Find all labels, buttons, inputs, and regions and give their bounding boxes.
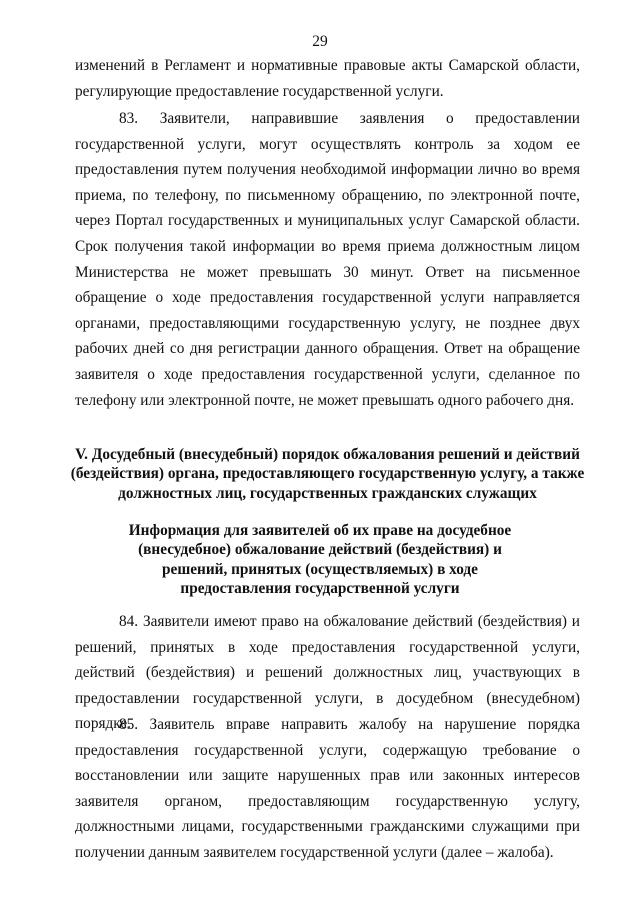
paragraph-83: 83. Заявители, направившие заявления о предоставлении государственной услуги, могут осуществлять контроль за ходом ее предоставления путем получения необходимой информации лично во время приема, по телефону, по письменному обращению, по электронной почте, через Портал государственных и муниципальных услуг Самарской области. Срок получения такой информации во время приема должностным лицом Министерства не может превышать 30 минут. Ответ на письменное обращение о ходе предоставления государственной услуги направляется органами, предоставляющими государственную услугу, не позднее двух рабочих дней со дня регистрации данного обращения. Ответ на обращение заявителя о ходе предоставления государственной услуги, сделанное по телефону или электронной почте, не может превышать одного рабочего дня. bbox=[75, 110, 580, 409]
section-v-heading: V. Досудебный (внесудебный) порядок обжалования решений и действий (бездействия) органа, предоставляющего государственную услугу, а также должностных лиц, государственных гражданских служащих bbox=[70, 446, 585, 502]
paragraph-85: 85. Заявитель вправе направить жалобу на нарушение порядка предоставления государственной услуги, содержащую требование о восстановлении или защите нарушенных прав или законных интересов заявителя органом, предоставляющим государственную услугу, должностными лицами, государственными гражданскими служащими при получении данным заявителем государственной услуги (далее – жалоба). bbox=[75, 716, 580, 861]
paragraph-84: 84. Заявители имеют право на обжалование действий (бездействия) и решений, принятых в ходе предоставления государственной услуги, действий (бездействия) и решений должностных лиц, участвующих в предоставлении государственной услуги, в досудебном (внесудебном) порядке. bbox=[75, 613, 580, 733]
paragraph-continuation: изменений в Регламент и нормативные правовые акты Самарской области, регулирующие предоставление государственной услуги. bbox=[75, 57, 580, 100]
page-number: 29 bbox=[312, 33, 328, 50]
info-subheading: Информация для заявителей об их праве на досудебное (внесудебное) обжалование действий (бездействия) и решений, принятых (осуществляемых) в ходе предоставления государственной услуги bbox=[128, 522, 512, 598]
